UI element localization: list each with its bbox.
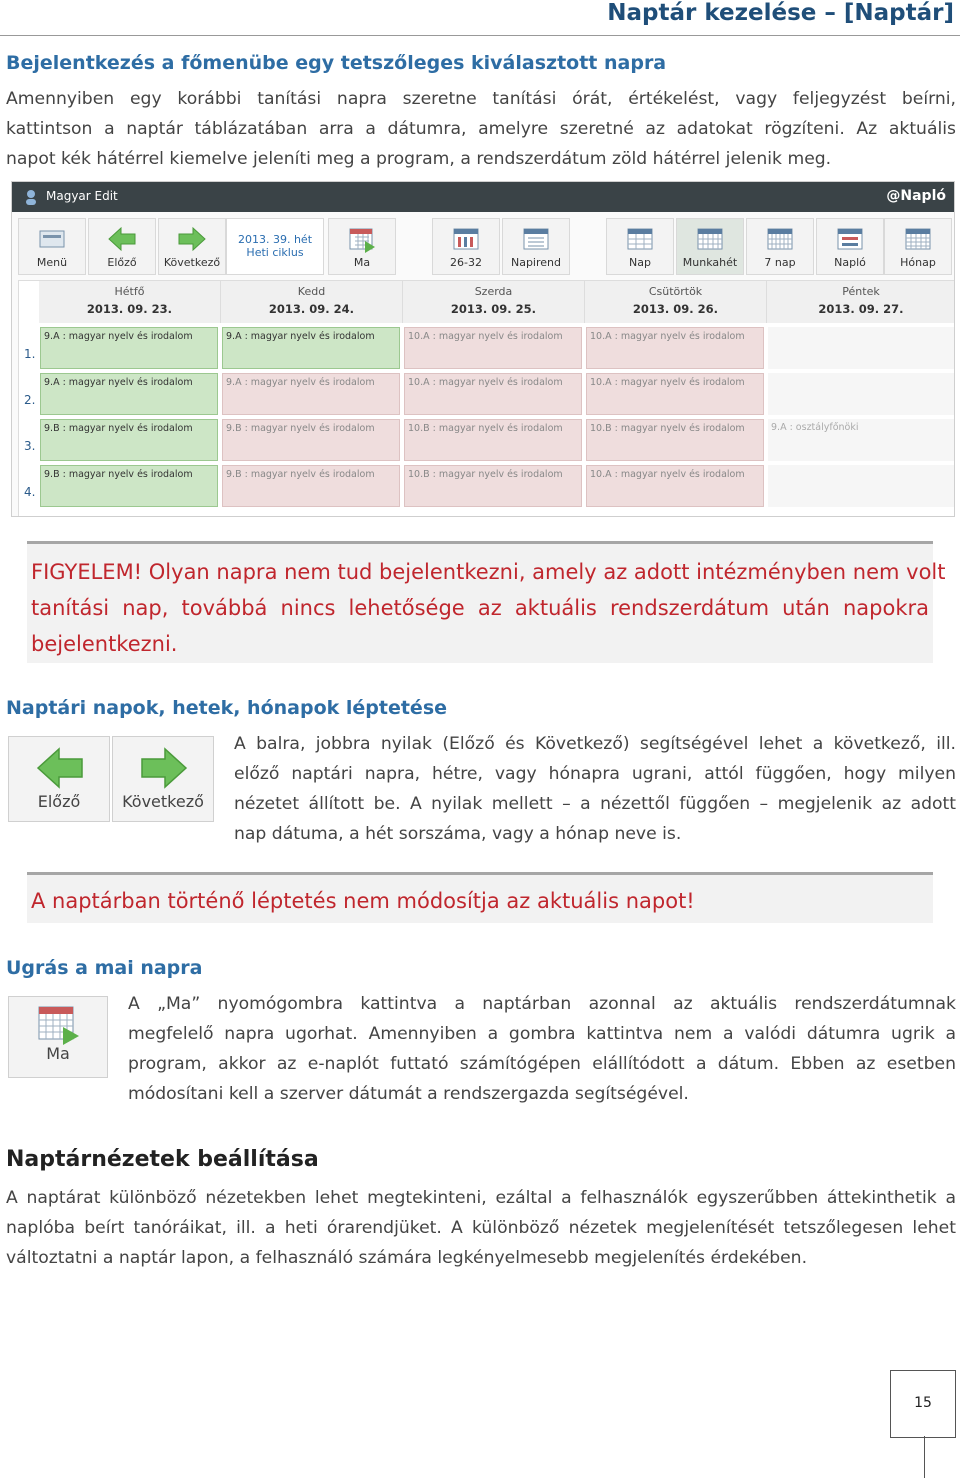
warning-box-login [27,541,946,663]
lesson-cell[interactable] [768,373,954,415]
lesson-cell[interactable]: 10.B : magyar nyelv és irodalom [404,419,582,461]
lesson-cell[interactable]: 10.A : magyar nyelv és irodalom [586,373,764,415]
section4-paragraph [6,1183,956,1273]
warning-box-stepping [27,872,933,923]
toolbar-log-button[interactable]: Napló [816,218,884,275]
section1-paragraph [6,84,956,174]
arrow-right-icon [177,225,207,253]
calendar-app-screenshot [11,181,955,517]
prev-label: Előző [37,792,81,811]
paragraph-line: A „Ma” nyomógombra kattintva a naptárban azonnal az aktuális rendszerdátumnak [128,994,956,1014]
row-number: 2. [24,393,36,407]
toolbar-next-button[interactable]: Következő [158,218,226,275]
toolbar-agenda-button[interactable]: Napirend [502,218,570,275]
paragraph-line: kattintson a naptár táblázatában arra a dátumra, amelyre szeretné az adatokat rögzíteni. Az aktuális [6,119,956,139]
calendar-month-icon [903,225,933,253]
lesson-cell[interactable]: 10.A : magyar nyelv és irodalom [586,327,764,369]
lesson-cell[interactable]: 9.A : magyar nyelv és irodalom [40,373,218,415]
app-user-name[interactable]: Magyar Edit [46,189,118,203]
warning-line: bejelentkezni. [31,632,178,656]
lesson-cell[interactable]: 9.A : magyar nyelv és irodalom [222,327,400,369]
day-header-wednesday[interactable]: Szerda 2013. 09. 25. [403,281,585,323]
lesson-cell[interactable]: 10.B : magyar nyelv és irodalom [404,465,582,507]
paragraph-line: A naptárat különböző nézetekben lehet megtekinteni, ezáltal a felhasználók egyszerűbben áttekinthetik a [6,1188,956,1208]
day-header-monday[interactable]: Hétfő 2013. 09. 23. [39,281,221,323]
warning-line: FIGYELEM! Olyan napra nem tud bejelentkezni, amely az adott intézményben nem volt [31,560,946,584]
warning-line: A naptárban történő léptetés nem módosítja az aktuális napot! [31,889,695,913]
lesson-cell[interactable] [768,327,954,369]
calendar-workweek-icon [695,225,725,253]
today-button-image [8,996,108,1078]
lesson-cell[interactable]: 9.B : magyar nyelv és irodalom [40,419,218,461]
prev-button-image [8,736,110,822]
lesson-cell[interactable]: 9.A : magyar nyelv és irodalom [40,327,218,369]
week-number: 2013. 39. hét [237,233,313,246]
row-number: 1. [24,347,36,361]
user-icon [24,189,38,205]
calendar-day-icon [625,225,655,253]
toolbar-7day-button[interactable]: 7 nap [746,218,814,275]
lesson-cell[interactable]: 10.A : magyar nyelv és irodalom [404,373,582,415]
section2-paragraph [234,729,956,849]
lesson-cell[interactable]: 10.A : magyar nyelv és irodalom [404,327,582,369]
calendar-today-icon [35,1003,81,1047]
lesson-cell[interactable] [768,465,954,507]
section-title-today: Ugrás a mai napra [6,957,203,979]
week-calendar-grid [18,280,955,517]
page-header-title: Naptár kezelése – [Naptár] [607,0,954,26]
page-number-box [890,1370,956,1438]
row-number: 3. [24,439,36,453]
section-title-stepping: Naptári napok, hetek, hónapok léptetése [6,697,448,719]
arrow-right-icon [139,745,189,791]
header-divider [0,35,960,36]
day-header-friday[interactable]: Péntek 2013. 09. 27. [767,281,955,323]
log-icon [835,225,865,253]
week-indicator [226,218,324,275]
day-header-thursday[interactable]: Csütörtök 2013. 09. 26. [585,281,767,323]
toolbar-menu-button[interactable]: Menü [18,218,86,275]
calendar-7day-icon [765,225,795,253]
paragraph-line: A balra, jobbra nyilak (Előző és Következő) segítségével lehet a következő, ill. [234,734,956,754]
toolbar-workweek-button[interactable]: Munkahét [676,218,744,275]
lesson-cell[interactable]: 9.A : osztályfőnöki [768,419,954,461]
toolbar-prev-button[interactable]: Előző [88,218,156,275]
paragraph-line: program, akkor az e-naplót futtató számítógépen elállítódott a dátum. Ebben az esetben [128,1054,956,1074]
app-brand-logo: @Napló [886,188,946,204]
paragraph-line: változtatni a naptár lapon, a felhasználó számára legkényelmesebb megjelenítés érdekében. [6,1248,808,1268]
paragraph-line: napot kék hátérrel kiemelve jeleníti meg a program, a rendszerdátum zöld hátérrel jelenik meg. [6,149,832,169]
toolbar-month-button[interactable]: Hónap [884,218,952,275]
paragraph-line: előző naptári napra, hétre, vagy hónapra ugrani, attól függően, hogy milyen [234,764,956,784]
toolbar-range-button[interactable]: 26-32 [432,218,500,275]
page-number: 15 [914,1395,932,1411]
week-cycle: Heti ciklus [246,246,304,259]
lesson-cell[interactable]: 10.A : magyar nyelv és irodalom [586,465,764,507]
lesson-cell[interactable]: 9.B : magyar nyelv és irodalom [222,419,400,461]
lesson-cell[interactable]: 9.B : magyar nyelv és irodalom [222,465,400,507]
toolbar-today-button[interactable]: Ma [328,218,396,275]
paragraph-line: naplóba beírt tanóráikat, ill. a heti órarendjüket. A különböző nézetek megjelenítését tetszőlegesen lehet [6,1218,956,1238]
calendar-range-icon [451,225,481,253]
lesson-cell[interactable]: 10.B : magyar nyelv és irodalom [586,419,764,461]
paragraph-line: nézetet állított be. A nyilak mellett – a nézettől függően – megjelenik az adott [234,794,956,814]
arrow-left-icon [107,225,137,253]
next-label: Következő [122,792,204,811]
day-header-tuesday[interactable]: Kedd 2013. 09. 24. [221,281,403,323]
page-number-line [924,1436,925,1478]
app-title-bar [12,182,954,212]
section-title-login-day: Bejelentkezés a főmenübe egy tetszőleges kiválasztott napra [6,52,667,74]
today-label: Ma [46,1044,70,1063]
next-button-image [112,736,214,822]
lesson-cell[interactable]: 9.A : magyar nyelv és irodalom [222,373,400,415]
paragraph-line: Amennyiben egy korábbi tanítási napra szeretne tanítási órát, értékelést, vagy feljegyzést beírni, [6,89,956,109]
row-number: 4. [24,485,36,499]
arrow-left-icon [35,745,85,791]
toolbar-day-button[interactable]: Nap [606,218,674,275]
calendar-today-icon [347,225,377,253]
agenda-icon [521,225,551,253]
section-title-views: Naptárnézetek beállítása [6,1147,319,1172]
lesson-cell[interactable]: 9.B : magyar nyelv és irodalom [40,465,218,507]
section3-paragraph [128,989,956,1109]
paragraph-line: módosítani kell a szerver dátumát a rendszergazda segítségével. [128,1084,689,1104]
warning-line: tanítási nap, továbbá nincs lehetősége az aktuális rendszerdátum után napokra [31,596,929,620]
paragraph-line: megfelelő napra ugorhat. Amennyiben a gombra kattintva nem a valódi dátumra ugrik a [128,1024,956,1044]
menu-icon [37,225,67,251]
paragraph-line: nap dátuma, a hét sorszáma, vagy a hónap neve is. [234,824,682,844]
